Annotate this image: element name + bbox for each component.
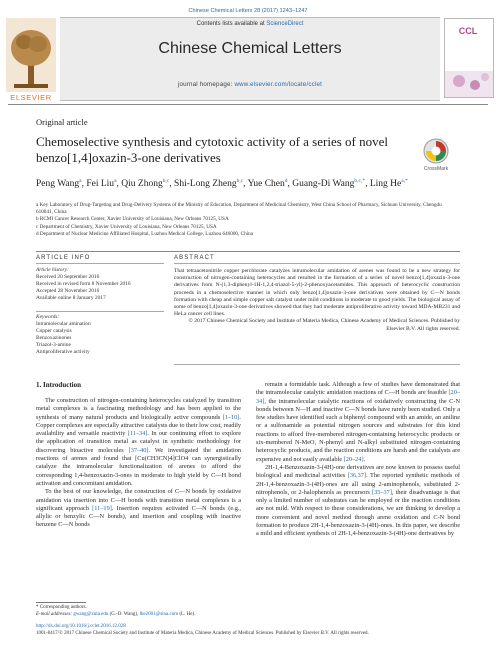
email-line xyxy=(36,612,336,619)
article-title: Chemoselective synthesis and cytotoxic activity of a series of novel benzo[1,4]oxazin-3-one derivatives xyxy=(36,134,388,165)
affiliation-c: c Department of Chemistry, Xavier University of Louisiana, New Orleans 70125, USA xyxy=(36,223,217,230)
corresponding-author-footnote xyxy=(36,605,336,618)
paragraph-text: . Insertion requires activated C—N bonds (e.g., allylic or benzylic C—N bonds), and insertion and coupling with inactive benzene C—N bonds xyxy=(36,504,241,529)
keyword-item: Triazol-3-amine xyxy=(36,342,71,348)
citation-link[interactable]: [11–34] xyxy=(127,430,148,438)
article-history xyxy=(36,267,164,302)
affiliation-list xyxy=(36,202,456,238)
elsevier-tree-logo-icon[interactable] xyxy=(6,18,56,98)
abstract-body xyxy=(174,268,460,333)
crossmark-icon[interactable] xyxy=(423,138,449,164)
header-divider xyxy=(8,104,488,105)
section-heading-introduction: 1. Introduction xyxy=(36,381,81,389)
keywords-divider xyxy=(36,311,164,312)
email-owner: (L. He). xyxy=(178,611,196,617)
history-received: Received 20 September 2016 xyxy=(36,274,100,280)
body-paragraph xyxy=(36,488,241,529)
paragraph-text: . We investigated the amidation reactions of arenes and found that [Cu(CH3CN)4]ClO4 can synergistically catalyze the intramolecular functionalization of arenes to afford the corresponding 1,4-benzoxazin-3-ones in moderate to high yield by C—H bond activation and concomitant amidation. xyxy=(36,446,241,487)
doi-link[interactable]: http://dx.doi.org/10.1016/j.cclet.2016.12.028 xyxy=(36,624,126,629)
paragraph-text: remain a formidable task. Although a few of studies have demonstrated that the intramolecular catalytic amidation reactions of C—H bonds are feasible xyxy=(256,381,460,397)
keywords-list xyxy=(36,314,164,356)
history-online: Available online 8 January 2017 xyxy=(36,295,106,301)
article-info-divider xyxy=(36,263,164,264)
author-affiliation-marker[interactable]: d xyxy=(284,178,288,184)
paragraph-text: . xyxy=(363,455,366,463)
paragraph-text: To the best of our knowledge, the construction of C—N bonds by oxidative amidation via insertion into C—H bonds with transition metal complexes is a significant approach xyxy=(36,488,241,512)
email-link[interactable]: lhe2001@sina.com xyxy=(139,611,179,617)
email-link[interactable]: gwang@xula.edu xyxy=(73,611,109,617)
journal-name[interactable]: Chinese Chemical Letters xyxy=(158,40,342,57)
author-name: Yue Chen$^d$ xyxy=(247,178,288,190)
paragraph-text: . Copper complexes are especially attractive catalysts due to their low cost, readily availability and versatile reactivity xyxy=(36,413,241,438)
paragraph-text: . The reported synthetic methods of 2H-1,4-benzoxazin-3-(4H)-ones are all using 2-aminophenols, substituted 2-nitrophenols, or 2-halophenols as precursors xyxy=(256,472,460,496)
author-affiliation-marker[interactable]: a xyxy=(79,178,82,184)
body-paragraph xyxy=(256,464,460,539)
author-list: Peng Wang$^a$, Fei Liu$^a$, Qiu Zhong$^{b,c}$, Shi-Long Zheng$^{b,c}$, Yue Chen$^d$, Guang-Di Wang$^{b,c,*}$, Ling $He^{a,*}$ xyxy=(36,178,408,190)
history-accepted: Accepted 28 November 2016 xyxy=(36,288,100,294)
author-affiliation-marker[interactable]: b,c xyxy=(236,178,244,184)
author-affiliation-marker[interactable]: a xyxy=(114,178,117,184)
author-affiliation-marker[interactable]: b,c xyxy=(162,178,170,184)
paragraph-text: , the intramolecular catalytic reactions of oxidatively constructing the C-N bonds between N—H and inactive C—N bonds have rarely been studied. Only a few studies have identified such a biphenyl compound with an amide, an aniline or a sulfonamide as potential nitrogen sources and substrates for this kind reactions to afford five-membered nitrogen-containing heterocyclic products or six-membered N-MeO, N-phenyl and N-alkyl substituted nitrogen-containing heterocyclic products, and the reaction conditions are harsh and the catalysts are expensive and not easily available xyxy=(256,397,460,463)
paragraph-text: . In our continuing effort to explore the application of transition metal as catalyst in synthetic methodology for discovering bioactive molecules xyxy=(36,430,241,454)
body-column-left xyxy=(36,397,241,530)
article-info-heading: ARTICLE INFO xyxy=(36,255,91,261)
homepage-link[interactable]: www.elsevier.com/locate/cclet xyxy=(234,81,323,88)
journal-homepage-line xyxy=(60,81,440,88)
crossmark-label: CrossMark xyxy=(423,166,449,172)
corresponding-label: * Corresponding authors. xyxy=(36,605,87,610)
citation-link[interactable]: [20–34] xyxy=(256,389,460,405)
keywords-label: Keywords: xyxy=(36,314,60,320)
email-label: E-mail addresses: xyxy=(36,611,74,617)
body-paragraph xyxy=(256,381,460,464)
abstract-bottom-divider xyxy=(174,364,460,365)
body-column-right xyxy=(256,381,460,539)
author-affiliation-marker[interactable]: b,c,* xyxy=(354,178,366,184)
citation-link[interactable]: [36,37] xyxy=(347,472,367,480)
abstract-paragraph: That tetraacetonitrile copper perchlorate catalyzes intramolecular amidation of arenes was found to be a new strategy for construction of nitrogen-containing heterocycles and resulted in the formation of a series of novel benzo[1,4]oxazin-3-one derivatives from N-(1,3-diphenyl-1H-1,2,4-triazol-5-yl)-2-phenoxyacetamides. This approach of heterocyclic construction proceeds in a chemoselective manner in which only benzo[1,4]oxazin-3-one derivatives were obtained by C—N bonds formation with cheap and simple copper salt catalyst under mild conditions in moderate to good yields. The biological assay of some of benzo[1,4]oxazin-3-one derivatives showed that they had moderate antiproliferative activity toward MDA-MB231 and HeLa cancer cell lines. xyxy=(174,268,460,318)
abstract-copyright: © 2017 Chinese Chemical Society and Institute of Materia Medica, Chinese Academy of Medical Sciences. Published by Elsevier B.V. All rights reserved. xyxy=(188,318,460,332)
author-name: Shi-Long Zheng$^{b,c}$ xyxy=(174,178,244,190)
body-paragraph xyxy=(36,397,241,488)
affiliation-b: b RCMI Cancer Research Center, Xavier University of Louisiana, New Orleans 70125, USA xyxy=(36,216,229,223)
paragraph-text: , their disadvantage is that only a limited number of substrates can be employed or the reaction conditions are not mild. With respect to these considerations, we are thinking to develop a more convenient and novel method through arene oxidation and C-N bond formation to produce 2H-1,4-benzoxazin-3-(4H)-ones. In this paper, we describe a mild and efficient synthesis of 2H-1,4-benzoxazin-3-(4H)-one derivatives by xyxy=(256,488,460,538)
cover-title: CCL xyxy=(458,26,478,36)
contents-text: Contents lists available at xyxy=(196,21,267,27)
author-name: Fei Liu$^a$ xyxy=(86,178,117,190)
elsevier-wordmark: ELSEVIER xyxy=(10,93,52,102)
journal-citation: Chinese Chemical Letters 28 (2017) 1243–1247 xyxy=(188,8,308,14)
citation-link[interactable]: [1–10] xyxy=(222,413,240,421)
journal-header-banner xyxy=(60,17,440,101)
article-type: Original article xyxy=(36,117,88,127)
keyword-item: Benzoxazinones xyxy=(36,335,72,341)
citation-link[interactable]: [20–24] xyxy=(343,455,364,463)
citation-link[interactable]: [11–19] xyxy=(92,504,112,512)
paragraph-text: 2H-1,4-Benzoxazin-3-(4H)-one derivatives are now known to possess useful biological and medicinal activities xyxy=(256,463,460,480)
email-owner: (G.-D. Wang), xyxy=(108,611,140,617)
citation-link[interactable]: [37–40] xyxy=(128,446,149,454)
author-affiliation-marker[interactable]: a,* xyxy=(401,178,408,184)
citation-link[interactable]: [35–37] xyxy=(371,488,392,496)
homepage-label: journal homepage: xyxy=(177,81,235,88)
footnote-divider xyxy=(36,602,86,603)
keyword-item: Copper catalysis xyxy=(36,328,72,334)
issn-copyright-line: 1001-8417/© 2017 Chinese Chemical Society and Institute of Materia Medica, Chinese Academy of Medical Sciences. Published by Elsevier B.V. All rights reserved. xyxy=(36,631,369,636)
affiliation-d: d Department of Nuclear Medicine Affiliated Hospital, Luzhou Medical College, Luzhou 646000, China xyxy=(36,230,254,237)
keyword-item: Intramolecular amination xyxy=(36,321,91,327)
abstract-divider xyxy=(174,263,460,264)
author-name: Peng Wang$^a$ xyxy=(36,178,82,190)
author-name: Guang-Di Wang$^{b,c,*}$ xyxy=(292,178,366,190)
article-history-label: Article history: xyxy=(36,267,69,273)
contents-available-line xyxy=(60,21,440,27)
history-revised: Received in revised form 8 November 2016 xyxy=(36,281,131,287)
author-name: Qiu Zhong$^{b,c}$ xyxy=(121,178,170,190)
paragraph-text: The construction of nitrogen-containing heterocycles catalyzed by transition metal complexes is a fascinating methodology and has been applied to the synthesis of many natural products and biologically active compounds xyxy=(36,397,241,421)
affiliation-a: a Key Laboratory of Drug-Targeting and Drug-Delivery Systems of the Ministry of Education, Department of Medicinal Chemistry, West China School of Pharmacy, Sichuan University, Chengdu 610041, China xyxy=(36,202,442,216)
abstract-heading: ABSTRACT xyxy=(174,255,215,261)
title-block-divider xyxy=(36,251,460,252)
keyword-item: Antiproliferative activity xyxy=(36,349,90,355)
author-name: Ling $He^{a,*}$ xyxy=(369,178,408,190)
sciencedirect-link[interactable]: ScienceDirect xyxy=(266,21,304,27)
